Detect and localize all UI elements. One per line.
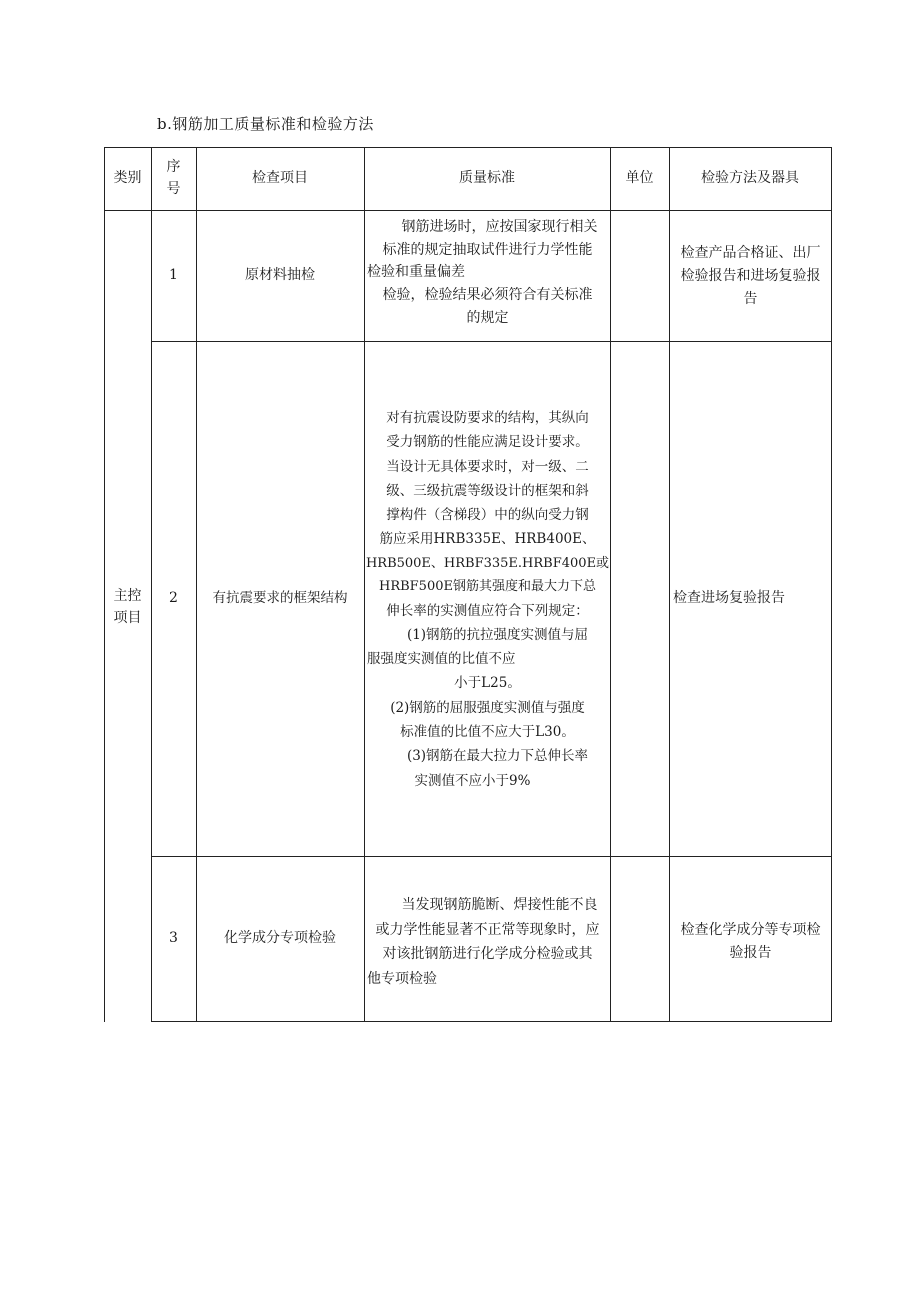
rule-right <box>831 147 832 1022</box>
row-2-no: 2 <box>169 589 178 606</box>
standard-line: (2)钢筋的屈服强度实测值与强度 <box>390 699 585 716</box>
method-line: 检查进场复验报告 <box>673 589 785 606</box>
header-category: 类别 <box>113 169 142 186</box>
method-line: 验报告 <box>729 945 772 962</box>
standard-line: 受力钢筋的性能应满足设计要求。 <box>386 434 589 451</box>
row-1-no: 1 <box>169 266 178 283</box>
standard-line: HRBF500E钢筋其强度和最大力下总 <box>378 579 596 595</box>
standard-line: 撑构件（含梯段）中的纵向受力钢 <box>386 507 589 524</box>
row-2-method <box>669 341 831 856</box>
standard-line: 当设计无具体要求时，对一级、二 <box>386 458 589 475</box>
row-3-unit <box>610 856 669 1021</box>
method-line: 检查产品合格证、出厂 <box>680 245 821 261</box>
row-3-no: 3 <box>169 929 178 946</box>
standard-line: 检验，检验结果必须符合有关标准 <box>382 287 593 304</box>
standard-line: 对该批钢筋进行化学成分检验或其 <box>382 946 593 962</box>
standard-line: 检验和重量偏差 <box>367 264 465 281</box>
row-1-standard <box>365 216 610 329</box>
standard-line: 级、三级抗震等级设计的框架和斜 <box>386 482 589 499</box>
standard-line: 标准的规定抽取试件进行力学性能 <box>382 241 593 258</box>
row-3-standard <box>365 893 610 991</box>
standard-line: 标准值的比值不应大于L30。 <box>400 724 575 741</box>
method-line: 告 <box>743 291 758 308</box>
standard-line: 筋应采用HRB335E、HRB400E、 <box>379 531 596 548</box>
standard-line: HRB500E、HRBF335E.HRBF400E或 <box>365 555 610 571</box>
row-1-item: 原材料抽检 <box>245 266 315 283</box>
standard-line: 服强度实测值的比值不应 <box>367 651 516 668</box>
row-3-method <box>670 919 831 965</box>
standard-line: 钢筋进场时，应按国家现行相关 <box>401 219 598 235</box>
row-2-unit <box>610 341 669 856</box>
standard-line: 或力学性能显著不正常等现象时，应 <box>375 921 600 938</box>
row-1-unit <box>610 210 669 341</box>
category-cell: 主控 项目 <box>113 587 142 626</box>
row-2-item: 有抗震要求的框架结构 <box>212 590 348 607</box>
standard-line: 当发现钢筋脆断、焊接性能不良 <box>401 897 598 913</box>
section-title: b.钢筋加工质量标准和检验方法 <box>157 115 374 133</box>
rule-bottom <box>151 1021 832 1022</box>
standard-line: 他专项检验 <box>367 970 437 987</box>
header-standard: 质量标准 <box>459 169 515 186</box>
header-item: 检查项目 <box>252 169 308 186</box>
row-2-standard <box>365 406 610 793</box>
standard-line: 伸长率的实测值应符合下列规定： <box>386 602 589 619</box>
row-1-method <box>670 242 831 311</box>
header-seq: 序 号 <box>166 158 181 197</box>
method-line: 检验报告和进场复验报 <box>680 268 821 285</box>
standard-line: (3)钢筋在最大拉力下总伸长率 <box>406 748 589 765</box>
header-method: 检验方法及器具 <box>701 169 799 186</box>
header-unit: 单位 <box>625 169 654 186</box>
standard-line: 的规定 <box>466 309 509 326</box>
standard-line: 对有抗震设防要求的结构，其纵向 <box>386 410 589 426</box>
row-3-item: 化学成分专项检验 <box>224 929 336 946</box>
standard-line: 实测值不应小于9% <box>414 772 531 789</box>
method-line: 检查化学成分等专项检 <box>680 922 821 938</box>
standard-line: 小于L25。 <box>454 675 521 692</box>
standard-line: (1)钢筋的抗拉强度实测值与屈 <box>406 626 589 643</box>
